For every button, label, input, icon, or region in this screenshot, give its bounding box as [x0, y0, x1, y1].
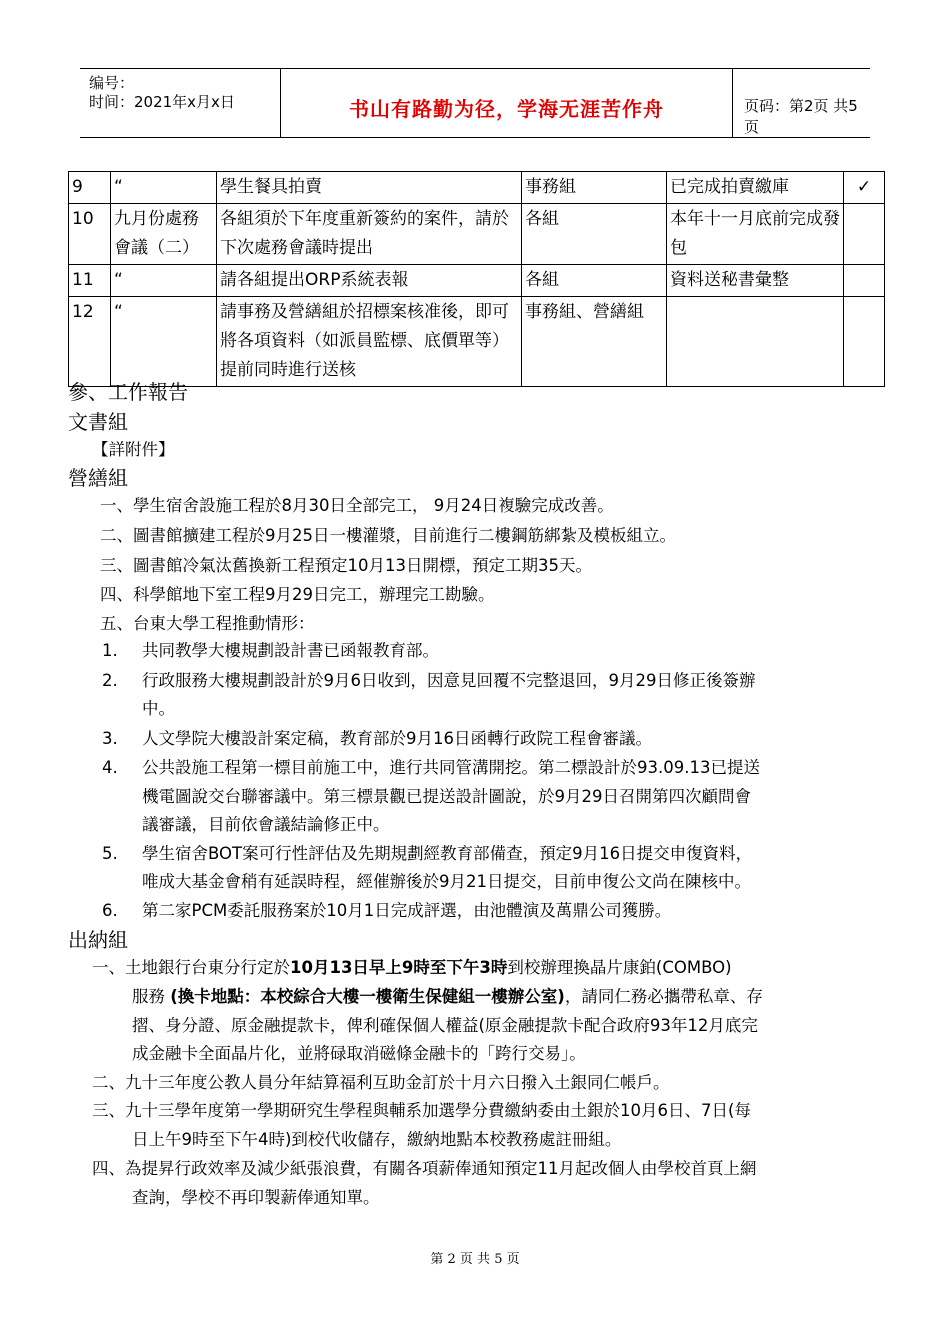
- list-number: 1.: [102, 641, 118, 660]
- list-item: 二、圖書館擴建工程於9月25日一樓灌漿，目前進行二樓鋼筋綁紮及模板組立。: [100, 526, 676, 545]
- item-cell: 請各組提出ORP系統表報: [217, 265, 522, 297]
- owner-cell: 事務組、營繕組: [522, 297, 667, 387]
- list-item: 四、為提昇行政效率及減少紙張浪費，有關各項薪俸通知預定11月起改個人由學校首頁上網: [92, 1159, 757, 1178]
- list-item: 公共設施工程第一標目前施工中，進行共同管溝開挖。第二標設計於93.09.13已提送: [142, 758, 760, 777]
- text-span: 一、土地銀行台東分行定於: [92, 958, 290, 977]
- text-span: 到校辦理換晶片康鉑(COMBO): [507, 958, 732, 977]
- wenshu-heading: 文書組: [68, 410, 128, 434]
- row-number: 12: [69, 297, 111, 387]
- item-cell: 各組須於下年度重新簽約的案件，請於下次處務會議時提出: [217, 204, 522, 265]
- number-label: 编号：: [89, 74, 135, 92]
- row-number: 9: [69, 172, 111, 204]
- list-item: 五、台東大學工程推動情形：: [100, 614, 315, 633]
- page-header: [80, 68, 870, 138]
- list-item-cont: 成金融卡全面晶片化，並將碌取消磁條金融卡的「跨行交易」。: [132, 1044, 586, 1063]
- status-cell: 已完成拍賣繳庫: [667, 172, 844, 204]
- list-number: 3.: [102, 729, 118, 748]
- table-row: [69, 265, 885, 297]
- list-item: 學生宿舍BOT案可行性評估及先期規劃經教育部備查，預定9月16日提交申復資料，: [142, 844, 753, 863]
- list-item-cont: 摺、身分證、原金融提款卡，俾利確保個人權益(原金融提款卡配合政府93年12月底完: [132, 1016, 758, 1035]
- meeting-cell: “: [111, 265, 217, 297]
- check-cell: [844, 265, 885, 297]
- owner-cell: 各組: [522, 265, 667, 297]
- list-item-cont: 唯成大基金會稍有延誤時程，經催辦後於9月21日提交，目前申復公文尚在陳核中。: [142, 872, 751, 891]
- table-row: [69, 172, 885, 204]
- table-row: [69, 297, 885, 387]
- yingshan-heading: 營繕組: [68, 466, 128, 490]
- list-item-cont: 查詢，學校不再印製薪俸通知單。: [132, 1188, 380, 1207]
- list-number: 4.: [102, 758, 118, 777]
- check-cell: [844, 204, 885, 265]
- bold-span: (換卡地點：本校綜合大樓一樓衛生保健組一樓辦公室): [170, 987, 565, 1006]
- check-icon: ✓: [844, 172, 885, 204]
- status-cell: 資料送秘書彙整: [667, 265, 844, 297]
- list-item-cont: 議審議，目前依會議結論修正中。: [142, 815, 390, 834]
- list-item: 人文學院大樓設計案定稿，教育部於9月16日函轉行政院工程會審議。: [142, 729, 652, 748]
- item-cell: 請事務及營繕組於招標案核准後，即可將各項資料（如派員監標、底價單等）提前同時進行送核: [217, 297, 522, 387]
- check-cell: [844, 297, 885, 387]
- row-number: 11: [69, 265, 111, 297]
- header-meta-cell: [80, 69, 281, 137]
- table-row: [69, 204, 885, 265]
- task-table: [68, 171, 885, 387]
- meeting-cell: “: [111, 172, 217, 204]
- list-number: 2.: [102, 671, 118, 690]
- text-span: ，請同仁務必攜帶私章、存: [564, 987, 763, 1006]
- list-item: 三、九十三學年度第一學期研究生學程與輔系加選學分費繳納委由土銀於10月6日、7日(每: [92, 1101, 751, 1120]
- page-footer: 第 2 页 共 5 页: [430, 1252, 520, 1267]
- list-item: 一、學生宿舍設施工程於8月30日全部完工， 9月24日複驗完成改善。: [100, 496, 614, 515]
- list-item: 二、九十三年度公教人員分年結算福利互助金訂於十月六日撥入土銀同仁帳戶。: [92, 1073, 670, 1092]
- item-cell: 學生餐具拍賣: [217, 172, 522, 204]
- wenshu-note: 【詳附件】: [92, 440, 175, 459]
- bold-span: 10月13日早上9時至下午3時: [290, 958, 508, 977]
- list-item: 行政服務大樓規劃設計於9月6日收到，因意見回覆不完整退回，9月29日修正後簽辦: [142, 671, 756, 690]
- row-number: 10: [69, 204, 111, 265]
- meeting-cell: “: [111, 297, 217, 387]
- list-item: 四、科學館地下室工程9月29日完工，辦理完工勘驗。: [100, 585, 495, 604]
- list-item-cont: 日上午9時至下午4時)到校代收儲存，繳納地點本校教務處註冊組。: [132, 1130, 622, 1149]
- report-title: 參、工作報告: [68, 380, 188, 404]
- list-item-cont: 中。: [142, 699, 175, 718]
- list-number: 5.: [102, 844, 118, 863]
- time-label: 时间：2021年x月x日: [89, 93, 235, 111]
- status-cell: 本年十一月底前完成發包: [667, 204, 844, 265]
- chuna-heading: 出納組: [68, 928, 128, 952]
- owner-cell: 各組: [522, 204, 667, 265]
- motto: 书山有路勤为径，学海无涯苦作舟: [349, 97, 664, 121]
- meeting-cell: 九月份處務會議（二）: [111, 204, 217, 265]
- page-label: 页码：第2页 共5页: [744, 97, 858, 136]
- list-item-cont: 機電圖說交台聯審議中。第三標景觀已提送設計圖說，於9月29日召開第四次顧問會: [142, 787, 751, 806]
- list-item-cont: [132, 987, 763, 1007]
- list-item: 第二家PCM委託服務案於10月1日完成評選，由池體演及萬鼎公司獲勝。: [142, 901, 672, 920]
- status-cell: [667, 297, 844, 387]
- owner-cell: 事務組: [522, 172, 667, 204]
- text-span: 服務: [132, 987, 171, 1006]
- list-number: 6.: [102, 901, 118, 920]
- list-item: 三、圖書館冷氣汰舊換新工程預定10月13日開標，預定工期35天。: [100, 556, 592, 575]
- list-item: 共同教學大樓規劃設計書已函報教育部。: [142, 641, 439, 660]
- header-page-cell: [733, 69, 870, 137]
- list-item: [92, 958, 732, 978]
- header-motto-cell: [281, 69, 733, 137]
